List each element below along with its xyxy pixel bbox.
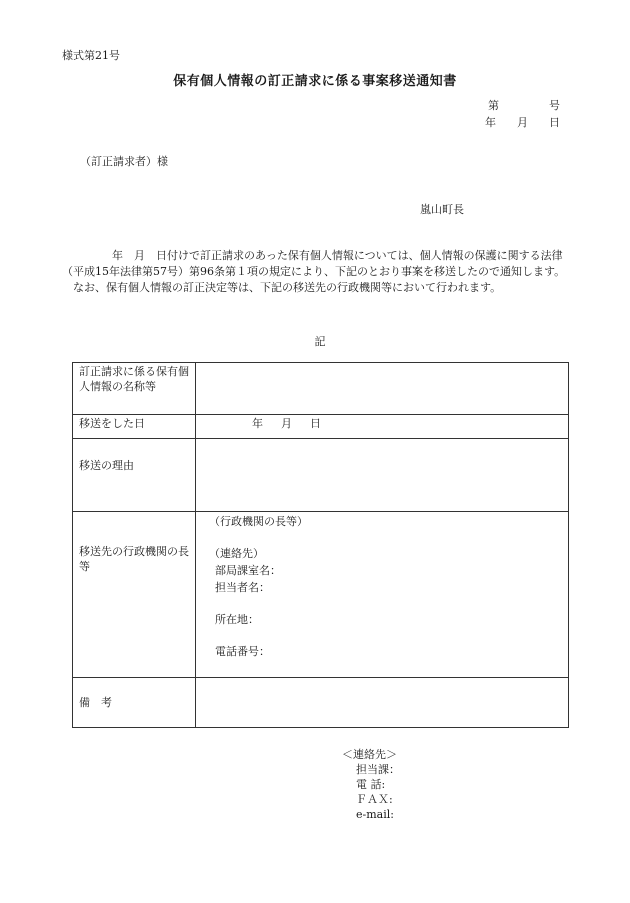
- label-reason: 移送の理由: [73, 439, 196, 512]
- issue-date-year: 年: [485, 116, 496, 129]
- table-row-destination: [73, 512, 569, 678]
- transfer-date-year: 年: [252, 417, 263, 430]
- destination-person: 担当者名：: [215, 581, 270, 594]
- recipient-line: （訂正請求者）様: [80, 155, 168, 168]
- body-paragraph-2: なお、保有個人情報の訂正決定等は、下記の移送先の行政機関等において行われます。: [73, 281, 502, 294]
- contact-tel: 電 話:: [356, 778, 386, 791]
- table-row-transfer-date: [73, 415, 569, 439]
- value-transfer-date[interactable]: [196, 415, 569, 439]
- contact-section: 担当課：: [356, 763, 400, 776]
- label-remarks: 備 考: [73, 678, 196, 728]
- destination-phone: 電話番号：: [215, 645, 270, 658]
- table-row-info-name: [73, 363, 569, 415]
- form-number: 様式第21号: [62, 49, 120, 62]
- contact-block: [342, 747, 400, 822]
- number-suffix: 号: [549, 99, 560, 112]
- label-transfer-date: 移送をした日: [73, 415, 196, 439]
- detail-table: [72, 362, 569, 728]
- sender-line: 嵐山町長: [420, 203, 464, 216]
- value-destination[interactable]: [196, 512, 569, 678]
- destination-dept: 部局課室名：: [215, 564, 281, 577]
- destination-contact-heading: （連絡先）: [209, 547, 264, 560]
- number-prefix: 第: [488, 99, 499, 112]
- destination-address: 所在地：: [215, 613, 259, 626]
- transfer-date-day: 日: [310, 417, 321, 430]
- value-info-name[interactable]: [196, 363, 569, 415]
- contact-email: e-mail:: [356, 808, 394, 821]
- transfer-date-month: 月: [281, 417, 292, 430]
- table-row-reason: [73, 439, 569, 512]
- issue-date-day: 日: [549, 116, 560, 129]
- body-paragraph-1: 年 月 日付けで訂正請求のあった保有個人情報については、個人情報の保護に関する法律（平成15年法律第57号）第96条第１項の規定により、下記のとおり事案を移送したので通知します。: [62, 249, 566, 278]
- label-info-name: 訂正請求に係る保有個人情報の名称等: [73, 363, 196, 415]
- contact-fax: ＦＡＸ:: [356, 793, 393, 806]
- value-reason[interactable]: [196, 439, 569, 512]
- contact-heading: ＜連絡先＞: [342, 748, 397, 761]
- ki-heading: 記: [314, 335, 326, 348]
- document-title: 保有個人情報の訂正請求に係る事案移送通知書: [173, 74, 457, 89]
- document-number-line: [488, 97, 560, 113]
- table-row-remarks: [73, 678, 569, 728]
- body-text: [62, 248, 582, 296]
- issue-date-month: 月: [517, 116, 528, 129]
- value-remarks[interactable]: [196, 678, 569, 728]
- destination-head: （行政機関の長等）: [209, 515, 308, 528]
- label-destination: 移送先の行政機関の長等: [73, 512, 196, 678]
